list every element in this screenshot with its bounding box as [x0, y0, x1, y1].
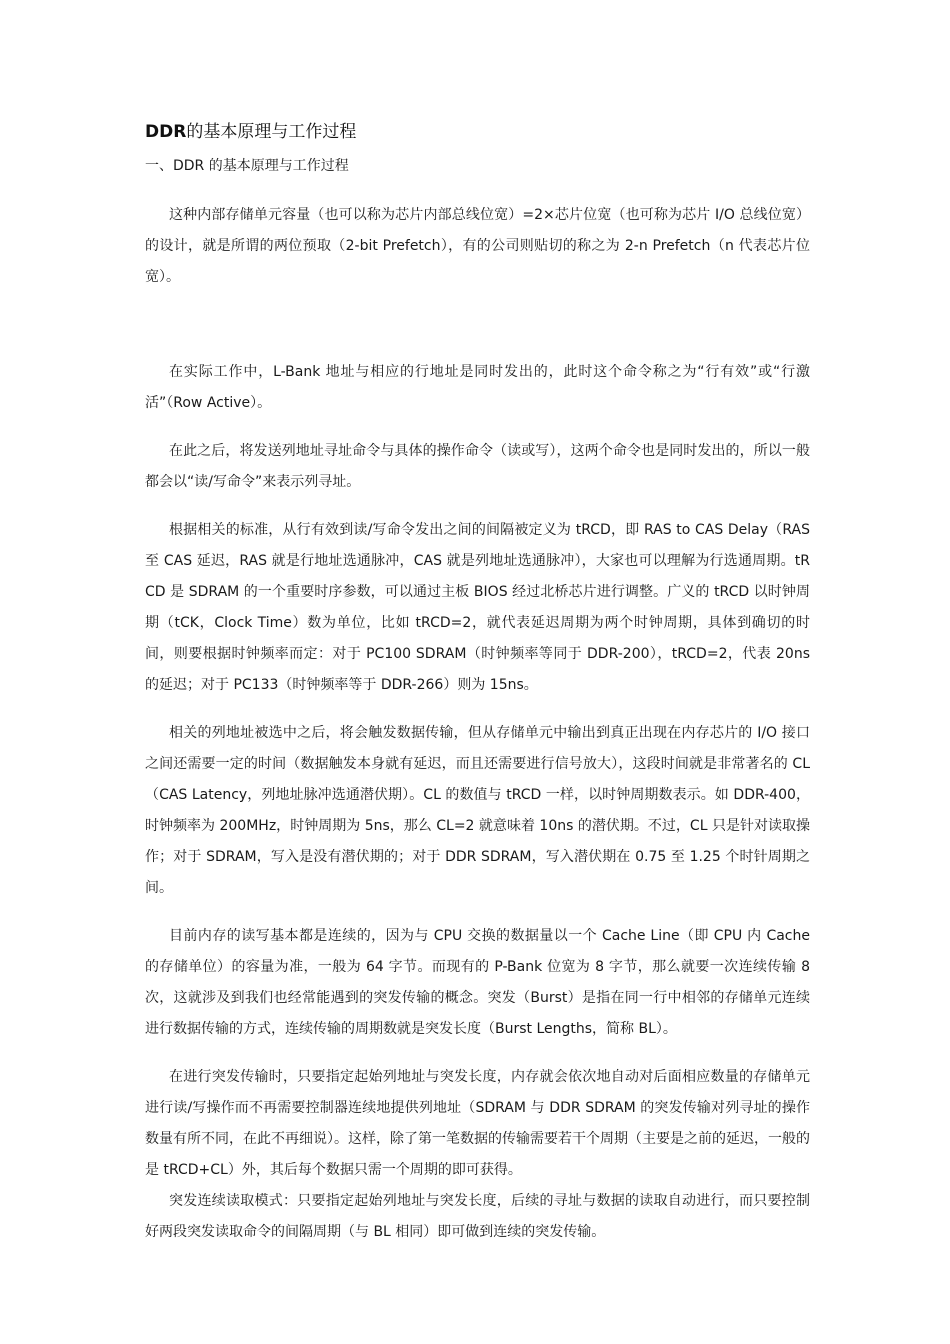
blank-spacer	[145, 310, 810, 357]
paragraph-prefetch: 这种内部存储单元容量（也可以称为芯片内部总线位宽）=2×芯片位宽（也可称为芯片 I/O 总线位宽）的设计，就是所谓的两位预取（2-bit Prefetch），有的公司则贴切的称之为 2-n Prefetch（n 代表芯片位宽）。	[145, 207, 810, 285]
title-rest-part: 的基本原理与工作过程	[186, 122, 357, 142]
paragraph-row-active: 在实际工作中，L-Bank 地址与相应的行地址是同时发出的，此时这个命令称之为“行有效”或“行激活”（Row Active）。	[145, 364, 810, 411]
paragraph-burst-transfer: 在进行突发传输时，只要指定起始列地址与突发长度，内存就会依次地自动对后面相应数量的存储单元进行读/写操作而不再需要控制器连续地提供列地址（SDRAM 与 DDR SDRAM 的突发传输对列寻址的操作数量有所不同，在此不再细说）。这样，除了第一笔数据的传输需要若干个周期（主要是之前的延迟，一般的是 tRCD+CL）外，其后每个数据只需一个周期的即可获得。	[145, 1069, 810, 1178]
paragraph-burst-read-mode: 突发连续读取模式：只要指定起始列地址与突发长度，后续的寻址与数据的读取自动进行，而只要控制好两段突发读取命令的间隔周期（与 BL 相同）即可做到连续的突发传输。	[145, 1193, 810, 1240]
document-page	[145, 118, 810, 1265]
paragraph-column-address: 在此之后，将发送列地址寻址命令与具体的操作命令（读或写），这两个命令也是同时发出的，所以一般都会以“读/写命令”来表示列寻址。	[145, 443, 810, 490]
section-heading: 一、DDR 的基本原理与工作过程	[145, 158, 349, 174]
paragraph-trcd: 根据相关的标准，从行有效到读/写命令发出之间的间隔被定义为 tRCD，即 RAS to CAS Delay（RAS 至 CAS 延迟，RAS 就是行地址选通脉冲，CAS 就是列地址选通脉冲），大家也可以理解为行选通周期。tRCD 是 SDRAM 的一个重要时序参数，可以通过主板 BIOS 经过北桥芯片进行调整。广义的 tRCD 以时钟周期（tCK，Clock Time）数为单位，比如 tRCD=2，就代表延迟周期为两个时钟周期，具体到确切的时间，则要根据时钟频率而定：对于 PC100 SDRAM（时钟频率等同于 DDR-200），tRCD=2，代表 20ns 的延迟；对于 PC133（时钟频率等于 DDR-266）则为 15ns。	[145, 522, 810, 693]
title-bold-part: DDR	[145, 122, 187, 142]
paragraph-burst: 目前内存的读写基本都是连续的，因为与 CPU 交换的数据量以一个 Cache Line（即 CPU 内 Cache 的存储单位）的容量为准，一般为 64 字节。而现有的 P-Bank 位宽为 8 字节，那么就要一次连续传输 8 次，这就涉及到我们也经常能遇到的突发传输的概念。突发（Burst）是指在同一行中相邻的存储单元连续进行数据传输的方式，连续传输的周期数就是突发长度（Burst Lengths，简称 BL）。	[145, 928, 810, 1037]
document-title	[145, 118, 810, 146]
paragraph-cas-latency: 相关的列地址被选中之后，将会触发数据传输，但从存储单元中输出到真正出现在内存芯片的 I/O 接口之间还需要一定的时间（数据触发本身就有延迟，而且还需要进行信号放大），这段时间就是非常著名的 CL（CAS Latency，列地址脉冲选通潜伏期）。CL 的数值与 tRCD 一样，以时钟周期数表示。如 DDR-400，时钟频率为 200MHz，时钟周期为 5ns，那么 CL=2 就意味着 10ns 的潜伏期。不过，CL 只是针对读取操作；对于 SDRAM，写入是没有潜伏期的；对于 DDR SDRAM，写入潜伏期在 0.75 至 1.25 个时针周期之间。	[145, 725, 810, 896]
